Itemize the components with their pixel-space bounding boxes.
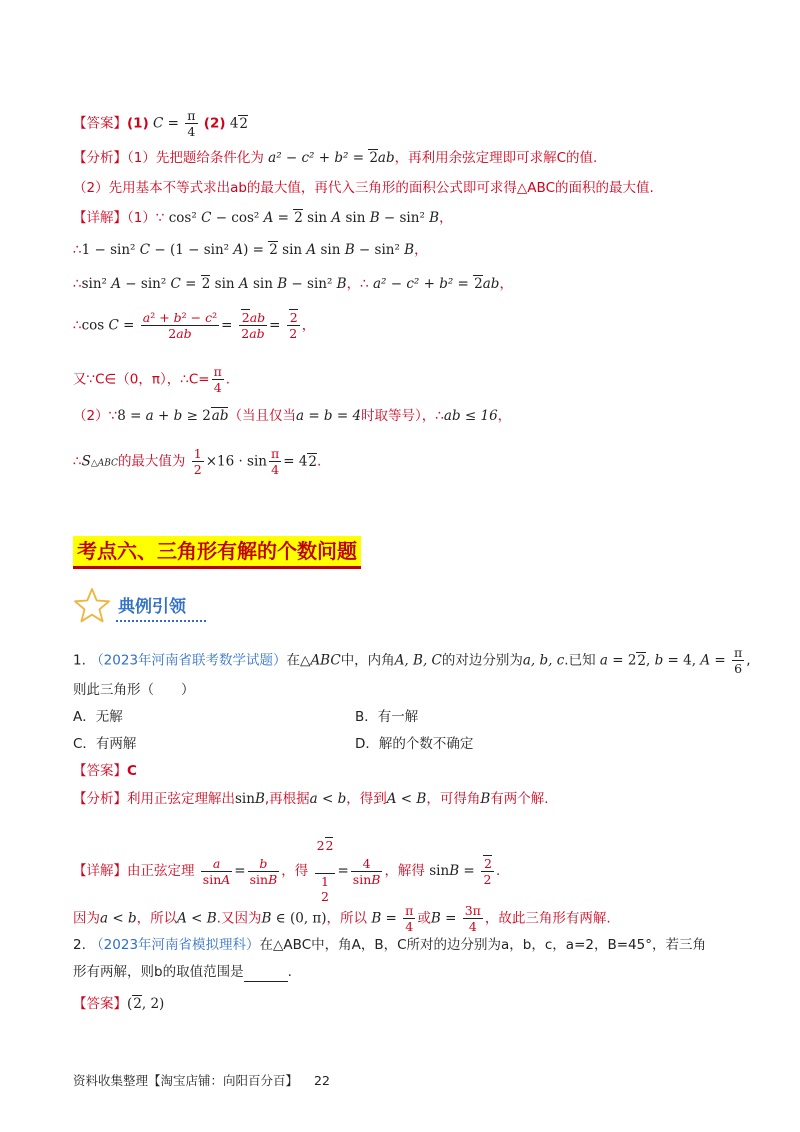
q1-detail-c: ，解得 [384, 863, 425, 879]
analysis-text-1b: ，再利用余弦定理即可求解C的值. [394, 150, 598, 166]
detail-text-1: （1）∵ [127, 210, 165, 226]
answer-part2-label: (2) [203, 115, 226, 132]
q1-detail-line: 【详解】由正弦定理 $\frac{a}{\sin A}$ = $\frac{b}{\sin B}$ ，得 22 1 2 = $\frac{4}{\sin B}$ ，解得 sinB = $\frac{2}{2}$ . [73, 838, 501, 904]
q1-analysis-a: 利用正弦定理解出 [127, 791, 235, 807]
q1-analysis-line: 【分析】利用正弦定理解出sinB,再根据a < b，得到A < B，可得角B有两个解. [73, 791, 549, 807]
detail-text-maxval: 的最大值为 [117, 453, 186, 470]
q1-answer-value: C [127, 763, 137, 779]
page-footer [73, 1071, 330, 1089]
q1-analysis-d: ，可得角 [426, 791, 481, 807]
section-heading-title: 考点六、三角形有解的个数问题 [77, 539, 357, 563]
detail-text-step2b: （当且仅当 [228, 408, 296, 424]
detail-line-5: 又∵C∈（0，π），∴C= $\frac{\pi}{4}$ . [73, 364, 231, 395]
therefore-symbol: ∴ [73, 242, 82, 258]
detail-line-7: ∴S△ABC的最大值为 $\frac{1}{2}$ ×16 · sin $\frac{\pi}{4}$ = 42. [73, 446, 322, 477]
q1-detail-tag: 【详解】 [73, 863, 127, 879]
q1-text-c: 的对边分别为 [441, 652, 523, 669]
q1-analysis-tag: 【分析】 [73, 791, 127, 807]
q1-option-d[interactable]: D．解的个数不确定 [355, 736, 474, 752]
q2-answer-line: 【答案】(2, 2) [73, 996, 165, 1012]
detail-tag: 【详解】 [73, 210, 127, 226]
detail-line-3: ∴sin² A − sin² C = 2 sin A sin B − sin² B，∴ a² − c² + b² = 2ab， [73, 276, 513, 292]
q1-text-d: .已知 [564, 652, 596, 669]
q1-text-a: 在 [286, 652, 301, 669]
q2-answer-tag: 【答案】 [73, 996, 127, 1012]
q1-analysis-c: ，得到 [346, 791, 387, 807]
section-heading [73, 536, 361, 569]
q2-number: 2. [73, 937, 86, 953]
therefore-symbol: ∴ [73, 453, 82, 470]
q1-so: ，所以 [326, 910, 368, 927]
example-section-tag [72, 586, 212, 626]
detail-text-also: 又∵C∈（0，π），∴C= [73, 371, 210, 388]
q2-line-2: 形有两解，则b的取值范围是 . [73, 964, 292, 980]
q1-conclusion: ，故此三角形有两解. [484, 910, 611, 927]
q1-line-1: 1. （2023年河南省联考数学试题）在△ABC中，内角A, B, C的对边分别为a, b, c.已知 a = 22, b = 4, A = $\frac{\pi}{6}$ , [73, 645, 751, 676]
q2-line-1 [73, 935, 706, 955]
q1-text-b: 中，内角 [340, 652, 395, 669]
analysis-line-1: 【分析】（1）先把题给条件化为 a² − c² + b² = 2ab，再利用余弦定理即可求解C的值. [73, 150, 598, 166]
star-icon [72, 586, 112, 626]
therefore-symbol: ∴ [73, 276, 82, 292]
q1-detail-b: ，得 [281, 863, 309, 879]
example-section-label: 典例引领 [118, 597, 186, 617]
analysis-line-2: （2）先用基本不等式求出ab的最大值，再代入三角形的面积公式即可求得△ABC的面积的最大值. [73, 180, 654, 196]
detail-line-2: ∴1 − sin² C − (1 − sin² A) = 2 sin A sin B − sin² B， [73, 242, 428, 258]
therefore-symbol: ∴ [360, 276, 369, 292]
section-tag-underline [116, 620, 206, 622]
analysis-tag: 【分析】 [73, 150, 127, 166]
q1-analysis-b: ,再根据 [264, 791, 310, 807]
q1-line-2: 则此三角形（ ） [73, 682, 195, 698]
q1-option-c[interactable]: C．有两解 [73, 736, 137, 752]
q1-number: 1. [73, 652, 86, 669]
q2-source: （2023年河南省模拟理科） [90, 937, 260, 953]
q1-option-a[interactable]: A．无解 [73, 709, 123, 725]
answer-tag: 【答案】 [73, 115, 127, 132]
q2-text-b: 形有两解，则b的取值范围是 [73, 964, 244, 980]
q1-option-b[interactable]: B．有一解 [355, 709, 419, 725]
q1-because: 因为 [73, 910, 100, 927]
therefore-symbol: ∴ [73, 317, 82, 334]
detail-text-step2c: 时取等号），∴ [361, 408, 444, 424]
q1-answer-line [73, 761, 137, 781]
q1-detail-a: 由正弦定理 [127, 863, 195, 879]
q1-so-with: ，所以 [136, 910, 178, 927]
q1-source: （2023年河南省联考数学试题） [90, 652, 287, 669]
q2-answer-blank[interactable] [244, 967, 288, 982]
detail-text-step2a: （2）∵ [73, 408, 118, 424]
q1-or: 或 [417, 910, 431, 927]
detail-line-4: ∴cos C = $\frac{\text{a² + b² − c²}}{2ab}$ = $\frac{2ab}{2ab}$ = $\frac{2}{2}$ ， [73, 310, 316, 341]
analysis-text-1a: （1）先把题给条件化为 [127, 150, 264, 166]
q1-answer-tag: 【答案】 [73, 763, 127, 779]
answer-line: 【答案】(1) C = $\frac{\pi}{4}$ (2) 42 [73, 108, 249, 139]
answer-part1-label: (1) [127, 115, 149, 132]
page-number: 22 [314, 1073, 330, 1088]
detail-line-6: （2）∵8 = a + b ≥ 2ab（当且仅当a = b = 4时取等号），∴ab ≤ 16， [73, 408, 512, 424]
q1-also: .又因为 [216, 910, 262, 927]
q1-conclusion-line: 因为a < b，所以A < B.又因为B ∈ (0, π)，所以 B = $\frac{\pi}{4}$ 或B = $\frac{3\pi}{4}$ ，故此三角形有两解. [73, 903, 611, 934]
q2-text-a: 在△ABC中，角A，B，C所对的边分别为a，b，c，a=2，B=45°，若三角 [259, 937, 706, 953]
footer-text: 资料收集整理【淘宝店铺：向阳百分百】 [73, 1073, 299, 1088]
detail-line-1: 【详解】（1）∵ cos² C − cos² A = 2 sin A sin B − sin² B， [73, 210, 453, 226]
q1-analysis-e: 有两个解. [490, 791, 549, 807]
